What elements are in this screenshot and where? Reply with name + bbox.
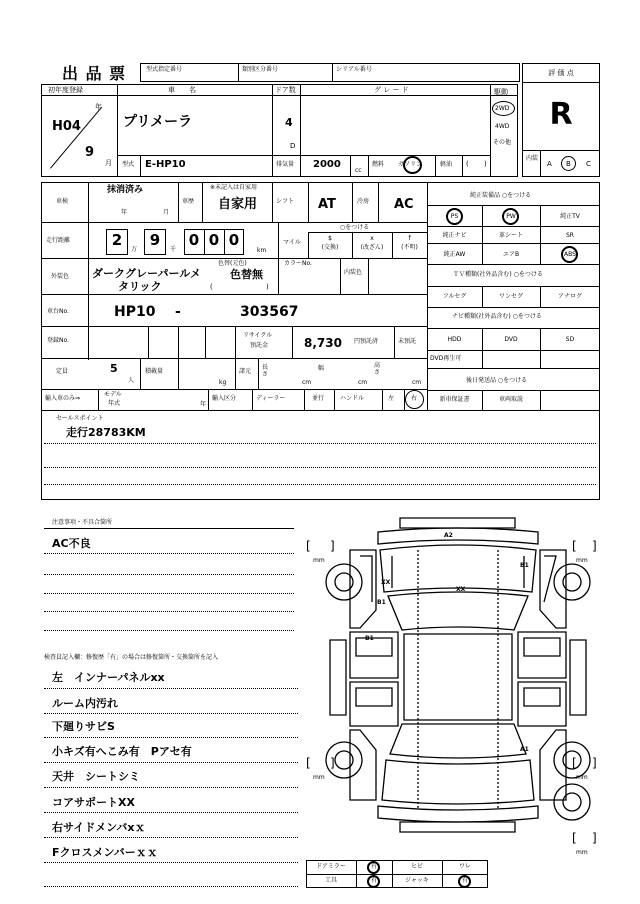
equip-navi: 純正ナビ — [442, 232, 467, 239]
inspection-label: 車検 — [56, 198, 69, 205]
reg-label: 登録No. — [47, 337, 69, 344]
mm-rl: mm — [313, 774, 325, 781]
recycle-value: 8,730 — [304, 336, 342, 350]
first-reg-month: 9 — [85, 145, 95, 160]
load-label: 積載量 — [145, 368, 164, 375]
serial-number-label: シリアル番号 — [336, 66, 372, 73]
mark-a2: A2 — [444, 532, 453, 539]
tv-title: ＴＶ種類(社外品含む) ○をつける — [453, 271, 543, 278]
rating-label: 評 価 点 — [548, 69, 574, 77]
drive-4wd: 4WD — [495, 123, 510, 130]
inspector-line-8: Fクロスメンバーｘｘ — [52, 846, 158, 859]
category-number-label: 類別区分番号 — [242, 66, 279, 73]
bracket-rl-close: ] — [330, 756, 335, 770]
mark-b1-left-front: B1 — [377, 599, 386, 606]
drive-2wd: 2WD — [495, 105, 510, 112]
year-unit: 年 — [95, 103, 102, 111]
acc-jack-mark: 有 — [461, 877, 468, 884]
handle-label: ハンドル — [340, 395, 365, 402]
ac-label: 冷房 — [357, 198, 370, 205]
mm-fr: mm — [576, 557, 588, 564]
acc-mirror-mark: 有 — [370, 863, 377, 870]
history-note: ※未記入は自家用 — [210, 184, 258, 191]
mileage-digit-1: 2 — [111, 231, 123, 249]
import-parallel: 並行 — [312, 395, 325, 402]
vehicle-name-value: プリメーラ — [123, 114, 193, 130]
notes-label: 注意事項・不具合箇所 — [52, 519, 113, 526]
month-unit: 月 — [105, 159, 112, 167]
bracket-fl-close: ] — [330, 539, 335, 553]
inspector-line-5: 天井 シートシミ — [52, 770, 140, 783]
car-damage-diagram — [300, 510, 610, 880]
mm-rr: mm — [576, 774, 588, 781]
fuel-value: ガソリン — [398, 161, 423, 168]
recycle-status: 円預託済 — [354, 338, 379, 345]
color-value-line2: タリック — [118, 280, 162, 293]
tv-analog: アナログ — [557, 293, 582, 300]
color-value-line1: ダークグレーパールメ — [92, 267, 201, 280]
acc-mirror-circle — [367, 861, 380, 874]
interior-label: 内装 — [526, 155, 539, 162]
acc-tools-circle — [367, 875, 380, 888]
mark-xx-front-left: XX — [381, 579, 391, 586]
opt-unknown: (不明) — [401, 244, 418, 251]
doors-unit: D — [290, 142, 296, 150]
repaint-value: 色替無 — [230, 268, 263, 281]
inspector-line-7: 右サイドメンバxｘ — [52, 821, 146, 834]
tv-oneseg: ワンセグ — [498, 293, 523, 300]
interior-color-label: 内装色 — [344, 269, 363, 276]
fuel-circle — [403, 156, 422, 174]
opt-exchange: (交換) — [321, 244, 339, 251]
capacity-unit: 人 — [128, 377, 135, 384]
equip-abs-circle — [561, 246, 578, 263]
bracket-rl-open: [ — [306, 756, 311, 770]
navi-hdd: HDD — [447, 336, 462, 343]
equip-abs: ABS — [564, 251, 576, 258]
inspector-line-2: ルーム内汚れ — [52, 697, 118, 710]
interior-c: C — [586, 160, 591, 168]
chassis-dash: - — [175, 304, 181, 320]
inspector-line-6: コアサポートXX — [52, 796, 135, 809]
capacity-label: 定員 — [56, 368, 69, 375]
vehicle-name-label: 車 名 — [168, 86, 196, 94]
displacement-value: 2000 — [313, 159, 341, 170]
equip-tv: 純正TV — [560, 213, 580, 220]
inspection-year-unit: 年 — [121, 209, 128, 216]
drive-2wd-circle — [492, 101, 515, 116]
history-value: 自家用 — [218, 197, 258, 212]
bracket-fr-close: ] — [592, 539, 597, 553]
bracket-fr-open: [ — [572, 539, 577, 553]
model-designation-label: 型式指定番号 — [146, 66, 183, 73]
inspector-line-3: 下廻りサビS — [52, 720, 115, 733]
equip-ps: PS — [450, 213, 459, 220]
inspector-line-1: 左 インナーパネルxx — [52, 671, 165, 684]
later-title: 後日発送品 ○をつける — [466, 377, 528, 384]
height-cm: cm — [412, 379, 422, 386]
mile-label: マイル — [283, 239, 301, 246]
handle-right-circle — [405, 390, 424, 409]
drive-other: その他 — [493, 139, 512, 146]
fuel-paren-close: ) — [484, 160, 487, 168]
fuel-paren-open: ( — [466, 160, 469, 168]
fuel-label: 燃料 — [372, 161, 385, 168]
bracket-rr-close: ] — [592, 756, 597, 770]
width-label: 幅 — [318, 365, 325, 372]
equip-pw-circle — [502, 208, 519, 225]
later-warranty: 新車保証書 — [439, 396, 470, 403]
mileage-man: 万 — [131, 246, 138, 253]
model-year-1: モデル — [104, 391, 122, 398]
acc-crack: ヒビ — [410, 863, 423, 870]
sales-label: セールスポイント — [56, 415, 104, 422]
mark-a1: A1 — [520, 746, 529, 753]
handle-right: 右 — [411, 395, 418, 402]
acc-tools: 工具 — [324, 877, 337, 884]
load-unit: kg — [219, 379, 227, 386]
note-line-1: AC不良 — [52, 537, 91, 550]
bracket-spare-open: [ — [572, 831, 577, 845]
model-label: 型式 — [122, 161, 135, 168]
import-label: 輸入車のみ⇒ — [45, 395, 81, 402]
handle-left: 左 — [388, 395, 395, 402]
repaint-paren-close: ) — [266, 283, 269, 291]
length-label: 長さ — [262, 364, 269, 378]
acc-jack: ジャッキ — [405, 877, 429, 884]
navi-title: ナビ種類(社外品含む) ○をつける — [452, 313, 542, 320]
mileage-label: 走行距離 — [46, 237, 71, 244]
interior-b-circle — [561, 156, 576, 171]
sales-value: 走行28783KM — [66, 426, 146, 439]
chassis-label: 車台No. — [47, 308, 69, 315]
displacement-unit: cc — [355, 167, 362, 174]
import-category-label: 輸入区分 — [212, 395, 237, 402]
doors-value: 4 — [285, 116, 293, 129]
color-label: 外装色 — [51, 273, 70, 280]
opt-x: x — [370, 235, 374, 242]
recycle-unpaid: 未預託 — [398, 338, 417, 345]
import-year-unit: 年 — [200, 401, 207, 408]
header-id-box — [140, 63, 520, 82]
interior-a: A — [547, 160, 552, 168]
inspection-month-unit: 月 — [163, 209, 170, 216]
length-cm: cm — [302, 379, 312, 386]
mileage-circle-note: ○をつける — [340, 224, 370, 231]
equip-sr: SR — [566, 232, 574, 239]
acc-tools-mark: 有 — [370, 877, 377, 884]
equip-pw: PW — [506, 213, 516, 220]
shift-value: AT — [318, 197, 336, 212]
mm-spare: mm — [576, 849, 588, 856]
opt-f: f — [408, 235, 411, 242]
repaint-paren-open: ( — [210, 283, 213, 291]
inspection-value: 抹消済み — [107, 185, 144, 195]
opt-dollar: $ — [328, 235, 332, 242]
grade-label: グ レ ー ド — [374, 86, 409, 94]
chassis-prefix: HP10 — [114, 304, 156, 320]
dvd-label: DVD再生可 — [430, 355, 462, 362]
equip-leather: 革シート — [498, 232, 523, 239]
ac-value: AC — [394, 197, 414, 212]
height-label: 高さ — [374, 362, 381, 376]
mark-b1-right-front: B1 — [520, 562, 529, 569]
later-manual: 車両取説 — [498, 396, 523, 403]
import-dealer: ディーラー — [256, 395, 286, 402]
shift-label: シフト — [276, 198, 295, 205]
mileage-digit-3: 0 — [188, 231, 200, 249]
mileage-digit-4: 0 — [208, 231, 220, 249]
drive-label: 駆動 — [494, 88, 508, 96]
mileage-sen: 千 — [170, 246, 177, 253]
recycle-label-1: リサイクル — [243, 332, 273, 339]
inspector-label: 検査員記入欄：修復歴「有」の場合は修復箇所・交換箇所を記入 — [44, 654, 219, 661]
equip-ps-circle — [446, 208, 463, 225]
model-year-2: 年式 — [108, 400, 121, 407]
tv-fullseg: フルセグ — [442, 293, 467, 300]
model-value: E-HP10 — [145, 159, 186, 170]
navi-dvd: DVD — [504, 336, 518, 343]
mileage-km: km — [257, 247, 267, 254]
rating-value: R — [549, 97, 573, 132]
equipment-title: 純正装備品 ○をつける — [470, 192, 532, 199]
mark-b1-left-door: B1 — [365, 635, 374, 642]
equip-airbag: エアB — [502, 251, 520, 258]
doors-label: ドア数 — [275, 86, 296, 94]
mm-fl: mm — [313, 557, 325, 564]
bracket-rr-open: [ — [572, 756, 577, 770]
acc-jack-circle — [458, 875, 471, 888]
dims-label: 諸元 — [239, 368, 252, 375]
equip-aw: 純正AW — [443, 251, 466, 258]
bracket-spare-close: ] — [592, 831, 597, 845]
navi-sd: SD — [565, 336, 575, 343]
inspector-line-4: 小キズ有へこみ有 Pアセ有 — [52, 745, 192, 758]
acc-door-mirror: ドアミラー — [316, 863, 346, 870]
color-no-label: カラーNo. — [284, 260, 312, 267]
mileage-digit-5: 0 — [228, 231, 240, 249]
first-reg-year: H04 — [52, 119, 81, 134]
mark-xx-center: XX — [456, 586, 466, 593]
chassis-number: 303567 — [240, 304, 299, 320]
first-reg-label: 初年度登録 — [48, 86, 83, 94]
repaint-label: 色替(元色) — [218, 260, 247, 267]
acc-broken: ワレ — [458, 863, 471, 870]
recycle-label-2: 預託金 — [250, 342, 269, 349]
history-label: 車歴 — [182, 198, 195, 205]
interior-b: B — [566, 160, 571, 168]
fuel-kerosene: 軽油 — [440, 161, 453, 168]
bracket-fl-open: [ — [306, 539, 311, 553]
form-title: 出 品 票 — [62, 64, 127, 83]
opt-altered: (改ざん) — [360, 244, 384, 251]
capacity-value: 5 — [110, 362, 118, 375]
mileage-digit-2: 9 — [149, 231, 161, 249]
displacement-label: 排気量 — [276, 161, 295, 168]
width-cm: cm — [358, 379, 368, 386]
